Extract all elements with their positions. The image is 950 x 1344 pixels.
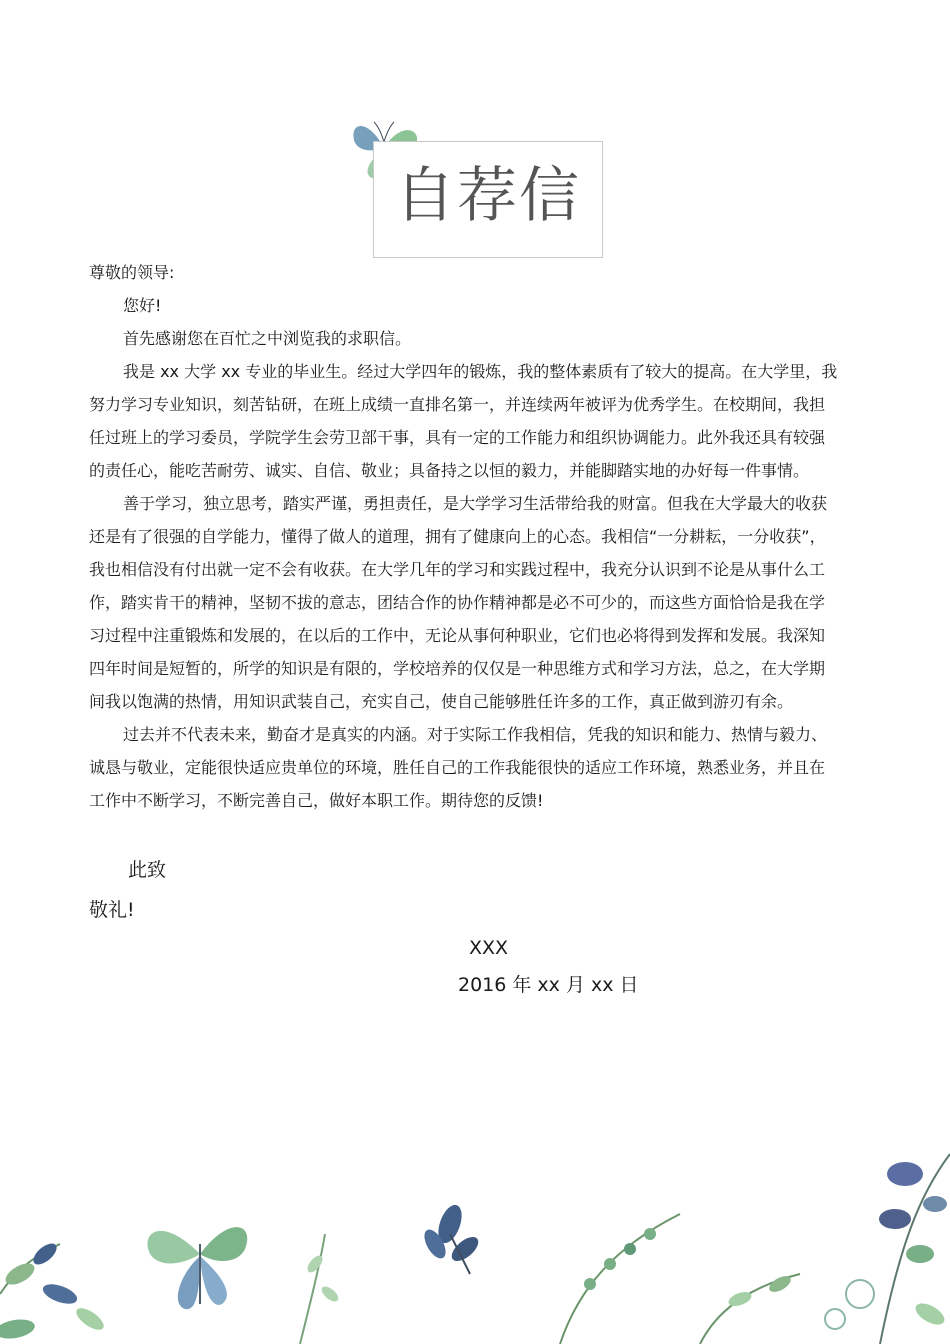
paragraph-line: 还是有了很强的自学能力，懂得了做人的道理，拥有了健康向上的心态。我相信“一分耕耘，一分收获”， [89, 527, 826, 546]
signer-name: XXX [469, 937, 509, 959]
closing-text: 此致 [128, 859, 167, 881]
paragraph-line: 四年时间是短暂的，所学的知识是有限的，学校培养的仅仅是一种思维方式和学习方法，总之，在大学期 [89, 659, 826, 678]
letter-date: 2016 年 xx 月 xx 日 [458, 974, 639, 996]
floral-border [0, 1144, 950, 1344]
regards-text: 敬礼! [89, 899, 135, 921]
paragraph-line: 我是 xx 大学 xx 专业的毕业生。经过大学四年的锻炼，我的整体素质有了较大的提高。在大学里，我 [123, 362, 838, 381]
paragraph-line: 过去并不代表未来，勤奋才是真实的内涵。对于实际工作我相信，凭我的知识和能力、热情与毅力、 [123, 725, 828, 744]
greeting: 您好! [123, 296, 162, 315]
letter-paragraph [89, 718, 869, 817]
salutation: 尊敬的领导: [89, 263, 175, 282]
paragraph-line: 我也相信没有付出就一定不会有收获。在大学几年的学习和实践过程中，我充分认识到不论是从事什么工 [89, 560, 826, 579]
letter-paragraph [89, 322, 869, 355]
paragraph-line: 工作中不断学习，不断完善自己，做好本职工作。期待您的反馈! [89, 791, 544, 810]
paragraph-line: 善于学习，独立思考，踏实严谨，勇担责任，是大学学习生活带给我的财富。但我在大学最大的收获 [123, 494, 828, 513]
paragraph-line: 作，踏实肯干的精神，坚韧不拔的意志，团结合作的协作精神都是必不可少的，而这些方面恰恰是我在学 [89, 593, 826, 612]
paragraph-line: 首先感谢您在百忙之中浏览我的求职信。 [123, 329, 412, 348]
paragraphs [89, 322, 869, 817]
letter-paragraph [89, 355, 869, 487]
paragraph-line: 的责任心，能吃苦耐劳、诚实、自信、敬业；具备持之以恒的毅力，并能脚踏实地的办好每一件事情。 [89, 461, 810, 480]
letter-body [89, 256, 869, 817]
paragraph-line: 任过班上的学习委员，学院学生会劳卫部干事，具有一定的工作能力和组织协调能力。此外我还具有较强 [89, 428, 826, 447]
paragraph-line: 努力学习专业知识，刻苦钻研，在班上成绩一直排名第一，并连续两年被评为优秀学生。在校期间，我担 [89, 395, 826, 414]
page-title: 自荐信 [395, 161, 581, 231]
letter-paragraph [89, 487, 869, 718]
title-box [373, 141, 603, 258]
paragraph-line: 诚恳与敬业，定能很快适应贵单位的环境，胜任自己的工作我能很快的适应工作环境，熟悉业务，并且在 [89, 758, 826, 777]
paragraph-line: 习过程中注重锻炼和发展的，在以后的工作中，无论从事何种职业，它们也必将得到发挥和发展。我深知 [89, 626, 826, 645]
paragraph-line: 间我以饱满的热情，用知识武装自己，充实自己，使自己能够胜任许多的工作，真正做到游刃有余。 [89, 692, 794, 711]
